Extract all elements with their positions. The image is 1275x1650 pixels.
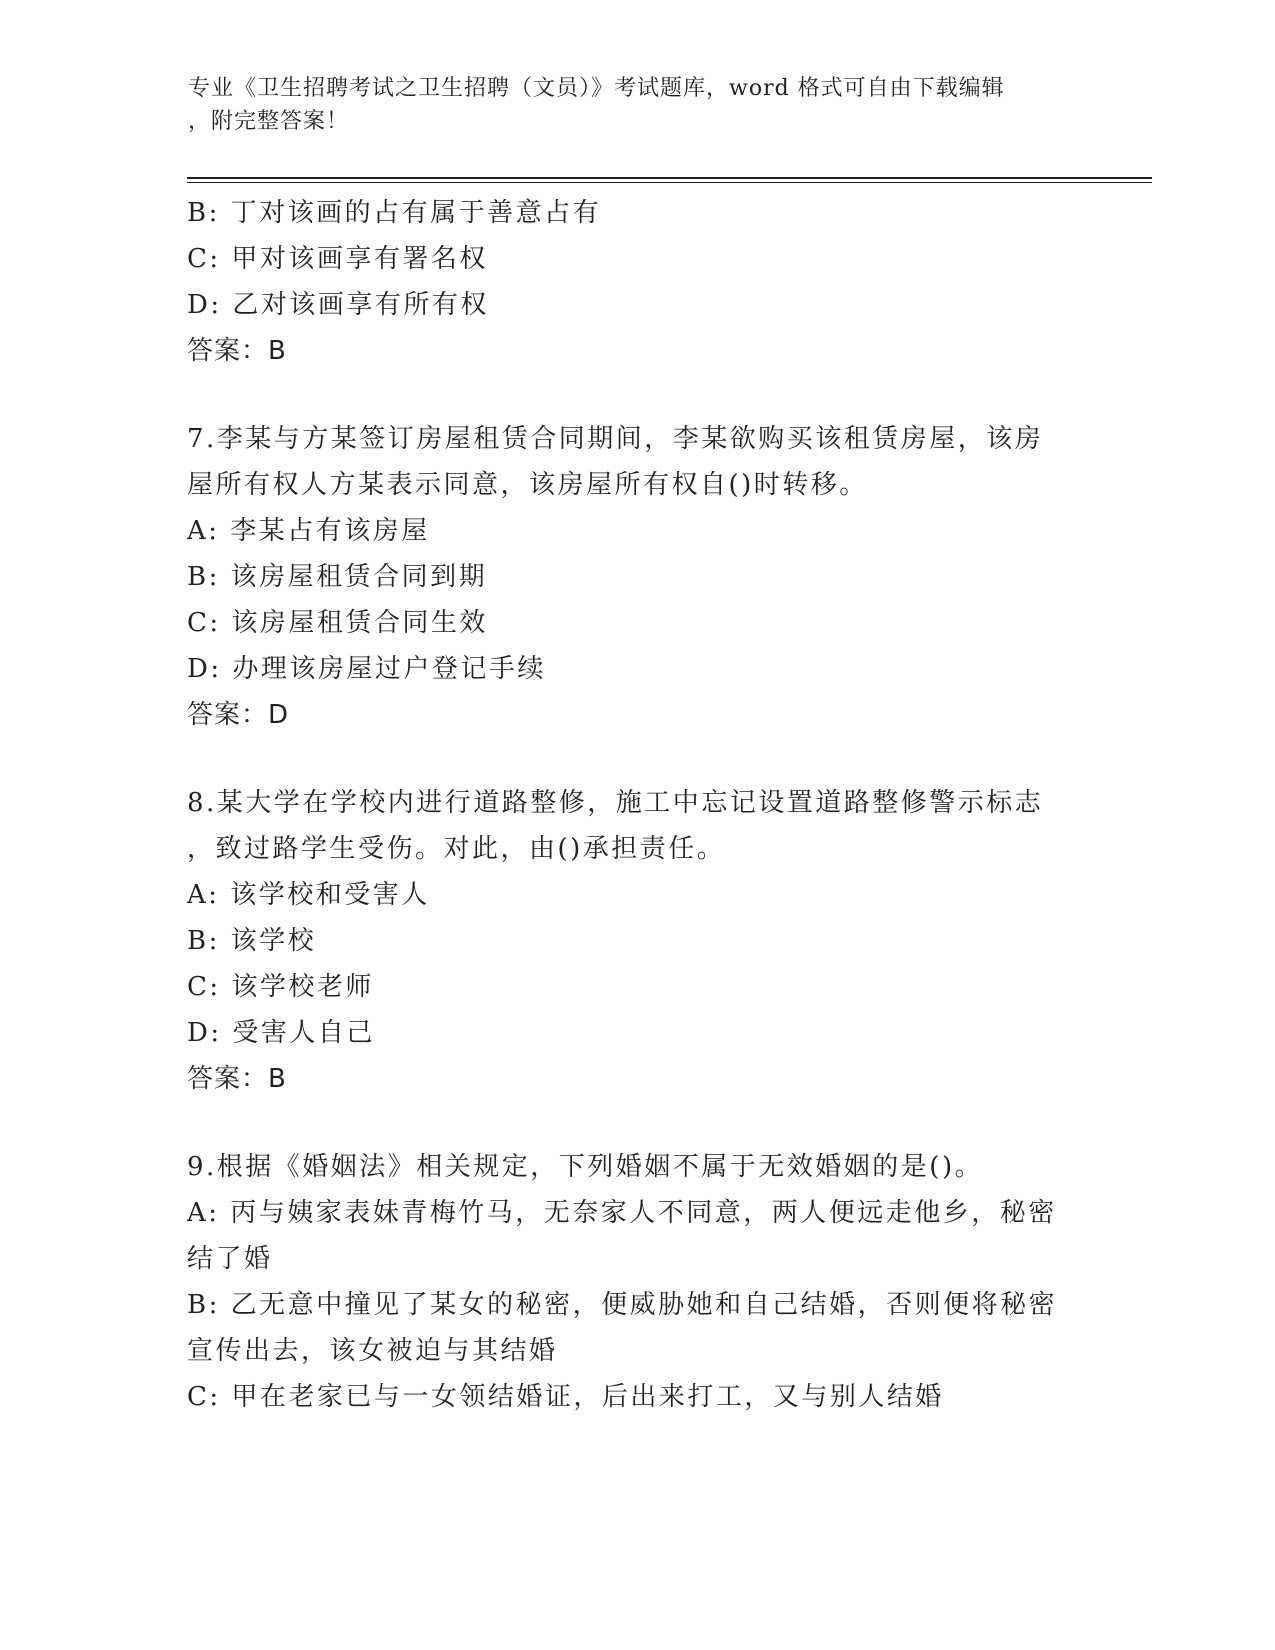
question-6	[187, 190, 1087, 374]
option-a-continued: 结了婚	[187, 1244, 273, 1274]
answer-line: 答案：B	[187, 336, 287, 366]
option-b: B: 该学校	[187, 926, 317, 956]
answer-line: 答案：D	[187, 700, 290, 730]
option-d: D: 乙对该画享有所有权	[187, 290, 489, 320]
question-stem-line: 7.李某与方某签订房屋租赁合同期间，李某欲购买该租赁房屋，该房	[187, 424, 1044, 454]
header-line-2: ，附完整答案！	[188, 109, 350, 134]
option-c: C: 该学校老师	[187, 972, 374, 1002]
option-c: C: 甲对该画享有署名权	[187, 244, 488, 274]
question-9	[187, 1144, 1087, 1420]
question-stem-line: ，致过路学生受伤。对此，由()承担责任。	[187, 834, 726, 864]
option-c: C: 甲在老家已与一女领结婚证，后出来打工，又与别人结婚	[187, 1382, 944, 1412]
question-7	[187, 416, 1087, 738]
option-c: C: 该房屋租赁合同生效	[187, 608, 488, 638]
question-stem-line: 9.根据《婚姻法》相关规定，下列婚姻不属于无效婚姻的是()。	[187, 1152, 984, 1182]
spacer	[187, 1102, 1087, 1144]
header-line-1: 专业《卫生招聘考试之卫生招聘（文员）》考试题库，word 格式可自由下载编辑	[188, 76, 1005, 101]
option-a: A: 李某占有该房屋	[187, 516, 430, 546]
header-divider-thin	[187, 182, 1152, 183]
option-b: B: 该房屋租赁合同到期	[187, 562, 488, 592]
question-content	[187, 190, 1087, 1420]
option-a: A: 丙与姨家表妹青梅竹马，无奈家人不同意，两人便远走他乡，秘密	[187, 1198, 1057, 1228]
spacer	[187, 738, 1087, 780]
header-divider-thick	[187, 177, 1152, 179]
question-8	[187, 780, 1087, 1102]
option-a: A: 该学校和受害人	[187, 880, 430, 910]
document-header	[188, 72, 1068, 138]
question-stem-line: 屋所有权人方某表示同意，该房屋所有权自()时转移。	[187, 470, 868, 500]
option-d: D: 办理该房屋过户登记手续	[187, 654, 546, 684]
spacer	[187, 374, 1087, 416]
answer-line: 答案：B	[187, 1064, 287, 1094]
option-d: D: 受害人自己	[187, 1018, 375, 1048]
option-b: B: 乙无意中撞见了某女的秘密，便威胁她和自己结婚，否则便将秘密	[187, 1290, 1058, 1320]
option-b-continued: 宣传出去，该女被迫与其结婚	[187, 1336, 558, 1366]
option-b: B: 丁对该画的占有属于善意占有	[187, 198, 602, 228]
question-stem-line: 8.某大学在学校内进行道路整修，施工中忘记设置道路整修警示标志	[187, 788, 1044, 818]
